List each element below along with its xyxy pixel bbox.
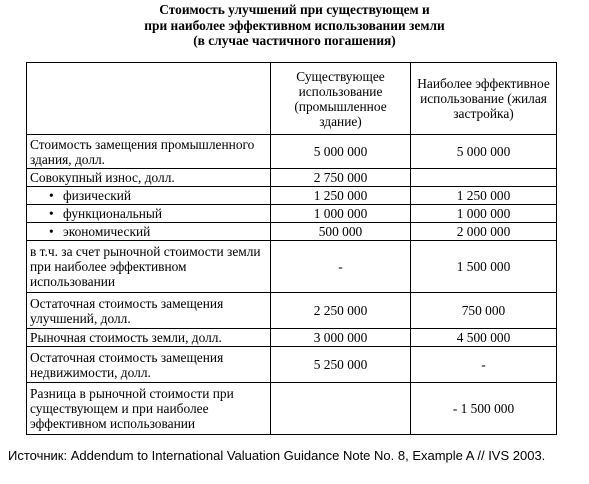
row-label: в т.ч. за счет рыночной стоимости земли при наиболее эффективном использовании [27, 241, 271, 293]
title-line-3: (в случае частичного погашения) [193, 33, 396, 48]
existing-value [271, 383, 411, 435]
row-label: Остаточная стоимость замещения недвижимости, долл. [27, 347, 271, 383]
bullet-icon: • [49, 188, 54, 203]
row-label: Совокупный износ, долл. [27, 169, 271, 187]
source-note: Источник: Addendum to International Valuation Guidance Note No. 8, Example A // IVS 2003. [8, 448, 546, 463]
best-value: 2 000 000 [411, 223, 557, 241]
title-line-2: при наиболее эффективном использовании земли [144, 17, 445, 33]
row-label: функциональный [63, 206, 163, 221]
header-existing-use: Существующее использование (промышленное здание) [271, 63, 411, 135]
row-label-cell [27, 187, 271, 205]
existing-value: 2 750 000 [271, 169, 411, 187]
table-row [27, 347, 557, 383]
table-row [27, 223, 557, 241]
existing-value: 3 000 000 [271, 329, 411, 347]
row-label: Остаточная стоимость замещения улучшений, долл. [27, 293, 271, 329]
best-value: - 1 500 000 [411, 383, 557, 435]
best-value: 1 250 000 [411, 187, 557, 205]
header-empty-cell [27, 63, 271, 135]
existing-value: 1 250 000 [271, 187, 411, 205]
table-row [27, 293, 557, 329]
table-title [0, 2, 589, 49]
header-best-use: Наиболее эффективное использование (жилая застройка) [411, 63, 557, 135]
bullet-icon: • [49, 206, 54, 221]
best-value: - [411, 347, 557, 383]
existing-value: - [271, 241, 411, 293]
best-value: 1 500 000 [411, 241, 557, 293]
best-value: 5 000 000 [411, 135, 557, 169]
existing-value: 5 250 000 [271, 347, 411, 383]
row-label-cell [27, 223, 271, 241]
best-value: 1 000 000 [411, 205, 557, 223]
table-header-row [27, 63, 557, 135]
table-row [27, 169, 557, 187]
existing-value: 2 250 000 [271, 293, 411, 329]
row-label: Рыночная стоимость земли, долл. [27, 329, 271, 347]
row-label-cell [27, 205, 271, 223]
table-row [27, 135, 557, 169]
title-line-1: Стоимость улучшений при существующем и [159, 2, 430, 17]
row-label: экономический [63, 224, 151, 239]
best-value: 4 500 000 [411, 329, 557, 347]
valuation-table [26, 62, 557, 435]
row-label: Стоимость замещения промышленного здания, долл. [27, 135, 271, 169]
row-label: физический [63, 188, 132, 203]
table-row [27, 241, 557, 293]
existing-value: 1 000 000 [271, 205, 411, 223]
existing-value: 500 000 [271, 223, 411, 241]
row-label: Разница в рыночной стоимости при существующем и при наиболее эффективном использовании [27, 383, 271, 435]
table-row [27, 205, 557, 223]
existing-value: 5 000 000 [271, 135, 411, 169]
table-row [27, 383, 557, 435]
best-value [411, 169, 557, 187]
best-value: 750 000 [411, 293, 557, 329]
bullet-icon: • [49, 224, 54, 239]
table-row [27, 187, 557, 205]
table-row [27, 329, 557, 347]
